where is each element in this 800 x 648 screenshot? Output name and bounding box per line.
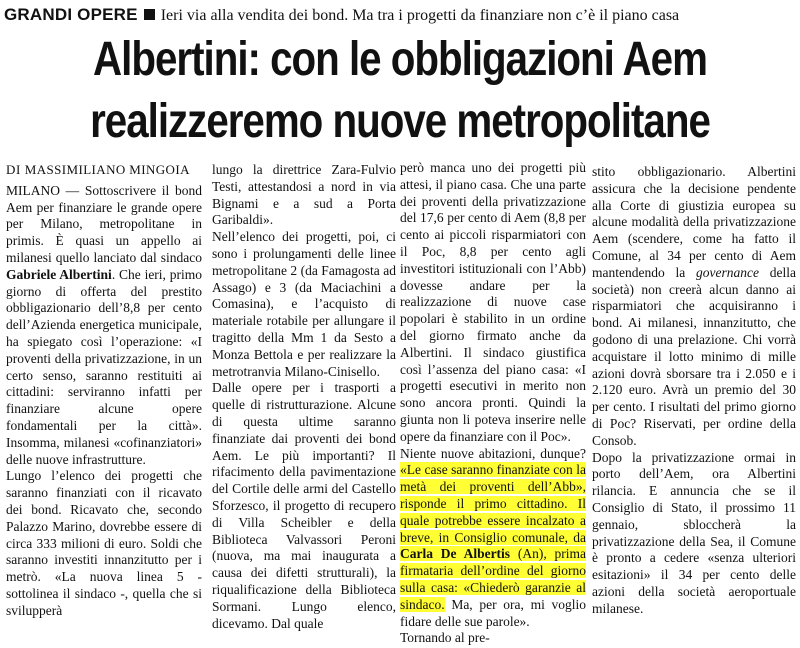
paragraph: però manca uno dei progetti più attesi, il piano casa. Che una parte dei proventi della privatizzazione del 17,6 per cento di Aem (8,8 per cento ai piccoli risparmiatori con il Poc, 8,8 per cento agli investitori istituzionali con l’Abb) dovesse andare per la realizzazione di nuove case popolari è stabilito in un ordine del giorno firmato anche da Albertini. Il sindaco giustifica così l’assenza del piano casa: «I progetti esecutivi in merito non sono ancora pronti. Quindi la giunta non li poteva inserire nelle opere da finanziare con il Poc». [400, 160, 586, 444]
italic-term: governance [696, 264, 759, 280]
paragraph [592, 164, 796, 450]
headline-line-1: Albertini: con le obbligazioni Aem [93, 33, 707, 86]
paragraph-text: Niente nuove abitazioni, dunque? [400, 445, 586, 461]
paragraph: Tornando al pre- [400, 630, 490, 646]
headline-line-2: realizzeremo nuove metropolitane [90, 95, 710, 148]
highlighted-quote: «Le case saranno finanziate con la metà dei proventi dell’Abb», risponde il primo cittadino. Il quale potrebbe essere incalzato a breve, in Consiglio comunale, da [400, 462, 586, 545]
person-name: Carla De Albertis [400, 546, 511, 562]
paragraph: Dalle opere per i trasporti a quelle di ristrutturazione. Alcune di questa ultime saranno finanziate dai proventi dei bond Aem. Le più importanti? Il rifacimento della pavimentazione del Cortile delle armi del Castello Sforzesco, il progetto di recupero di Villa Scheibler e della Biblioteca Valvassori Peroni (nuova, ma mai inaugurata a causa dei difetti strutturali), la riqualificazione della Biblioteca Sormani. Lungo elenco, dicevamo. Dal quale [212, 380, 396, 631]
article-column-2 [212, 162, 396, 632]
article-column-4 [592, 164, 796, 618]
person-name: Gabriele Albertini [6, 266, 112, 282]
section-label: GRANDI OPERE [4, 5, 138, 24]
quote-continuation: Ma, per ora, mi voglio fidare delle sue parole». [400, 596, 586, 629]
paragraph: Dopo la privatizzazione ormai in porto dell’Aem, ora Albertini rilancia. E annuncia che se il Consiglio di Stato, il prossimo 11 gennaio, sbloccherà la privatizzazione della Sea, il Comune è pronto a cedere «senza ulteriori esitazioni» il 34 per cento delle azioni della società aeroportuale milanese. [592, 449, 796, 616]
kicker-text: Ieri via alla vendita dei bond. Ma tra i progetti da finanziare non c’è il piano casa [160, 7, 680, 24]
paragraph-text: MILANO — Sottoscrivere il bond Aem per finanziare le grande opere per Milano, metropolitane in primis. È quasi un appello ai milanesi quello lanciato dal sindaco [6, 182, 202, 265]
paragraph-text: stito obbligazionario. Albertini assicura che la decisione pendente alla Corte di giustizia europea su alcune modalità della privatizzazione Aem (scendere, come ha fatto il Comune, al 34 per cento di Aem mantendendo la [592, 164, 796, 280]
square-bullet-icon [144, 9, 155, 20]
paragraph-text: della società) non creerà alcun danno ai risparmiatori che acquisiranno i bond. Ai milanesi, innanzitutto, che godono di una prelazione. Chi vorrà acquistare il lotto minimo di mille azioni dovrà sborsare tra i 2.050 e i 2.120 euro. Avrà un premio del 30 per cento. I risultati del primo giorno di Poc? Riservati, per ordine della Consob. [592, 264, 796, 448]
paragraph [6, 183, 202, 469]
paragraph-text: . Che ieri, primo giorno di offerta del prestito obbligazionario dell’8,8 per cento dell’Azienda energetica municipale, ha spiegato così l’operazione: «I proventi della privatizzazione, in un certo senso, saranno restituiti ai cittadini: serviranno infatti per finanziare alcune opere fondamentali per la città». Insomma, milanesi «cofinanziatori» delle nuove infrastrutture. [6, 266, 202, 467]
paragraph: Lungo l’elenco dei progetti che saranno finanziati con il ricavato dei bond. Ricavato che, secondo Palazzo Marino, dovrebbe essere di circa 333 milioni di euro. Soldi che saranno investiti innanzitutto per i metrò. «La nuova linea 5 - sottolinea il sindaco -, quella che si svilupperà [6, 468, 202, 618]
highlighted-text [400, 462, 586, 611]
article-column-1 [6, 162, 202, 620]
byline-prefix: DI [6, 162, 21, 177]
paragraph [400, 446, 586, 631]
byline-author: MASSIMILIANO MINGOIA [24, 162, 190, 177]
kicker [4, 2, 796, 28]
highlighted-quote: (An), prima firmataria dell’ordine del giorno sulla casa: «Chiederò garanzie al sindaco. [400, 546, 586, 612]
article-column-3 [400, 160, 586, 647]
paragraph: lungo la direttrice Zara-Fulvio Testi, attestandosi a nord in via Bignami e a sud a Porta Garibaldi». [212, 162, 396, 228]
byline [6, 162, 202, 179]
paragraph: Nell’elenco dei progetti, poi, ci sono i prolungamenti delle linee metropolitane 2 (da Famagosta ad Assago) e 3 (da Maciachini a Comasina), e l’acquisto di materiale rotabile per allungare il tragitto della Mm 1 da Sesto a Monza Bettola e per realizzare la metrotranvia Milano-Cinisello. [212, 229, 396, 379]
